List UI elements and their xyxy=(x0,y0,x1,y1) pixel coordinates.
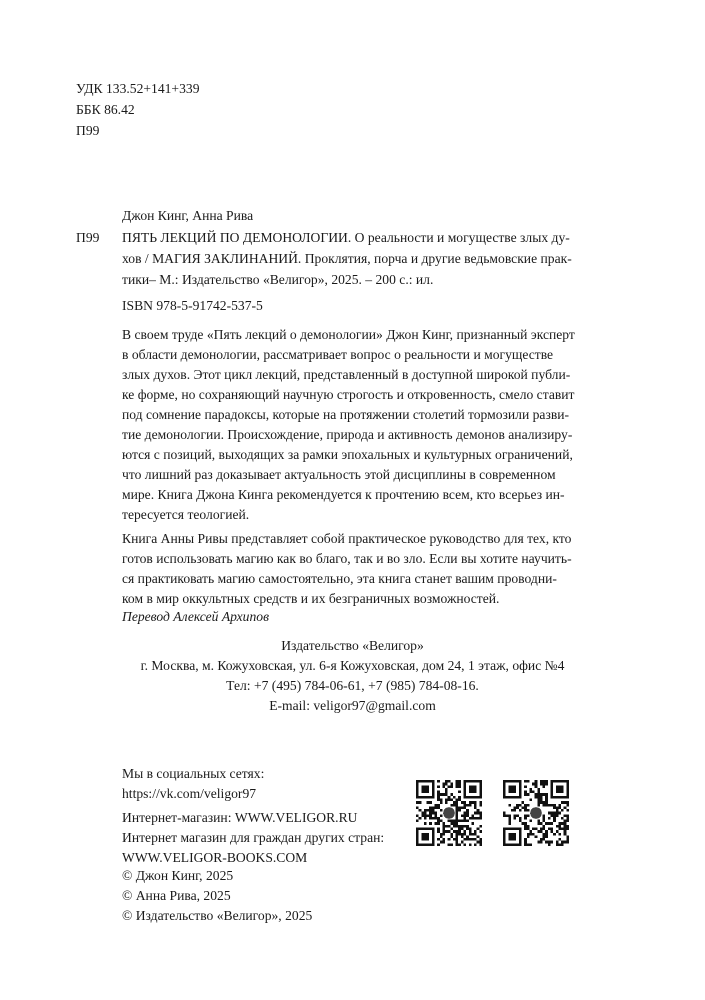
publisher-email: E-mail: veligor97@gmail.com xyxy=(269,698,436,713)
annotation-paragraph-1 xyxy=(122,325,629,525)
copyright-block xyxy=(122,866,312,926)
paragraph-line: ке форме, но сохраняющий научную строгость и откровенность, смело ставит xyxy=(122,387,575,402)
social-heading: Мы в социальных сетях: xyxy=(122,766,265,781)
paragraph-line: тие демонологии. Происхождение, природа и активность демонов анализиру- xyxy=(122,427,573,442)
shop-link[interactable]: Интернет-магазин: WWW.VELIGOR.RU xyxy=(122,810,358,825)
paragraph-line: ком в мир оккультных средств и их безграничных возможностей. xyxy=(122,591,500,606)
paragraph-line: под сомнение парадоксы, которые на протяжении столетий тормозили разви- xyxy=(122,407,570,422)
paragraph-line: Книга Анны Ривы представляет собой практическое руководство для тех, кто xyxy=(122,531,572,546)
intl-shop-link[interactable]: WWW.VELIGOR-BOOKS.COM xyxy=(122,850,308,865)
record-title-line-1: ПЯТЬ ЛЕКЦИЙ ПО ДЕМОНОЛОГИИ. О реальности и могуществе злых ду- xyxy=(122,230,570,245)
record-title-line-2: хов / МАГИЯ ЗАКЛИНАНИЙ. Проклятия, порча и другие ведьмовские прак- xyxy=(122,251,572,266)
isbn: ISBN 978-5-91742-537-5 xyxy=(122,298,263,313)
bbk-code: ББК 86.42 xyxy=(76,102,135,117)
translator: Перевод Алексей Архипов xyxy=(122,609,269,624)
paragraph-line: в области демонологии, рассматривает вопрос о реальности и могуществе xyxy=(122,347,554,362)
intl-shop-label: Интернет магазин для граждан других стран: xyxy=(122,830,385,845)
paragraph-line: готов использовать магию как во благо, так и во зло. Если вы хотите научить- xyxy=(122,551,572,566)
authors: Джон Кинг, Анна Рива xyxy=(122,208,254,223)
record-author-mark: П99 xyxy=(76,230,100,245)
publisher-name: Издательство «Велигор» xyxy=(281,638,424,653)
paragraph-line: что лишний раз доказывает актуальность этой дисциплины в современном xyxy=(122,467,556,482)
record-title-line-3: тики– М.: Издательство «Велигор», 2025. – 200 с.: ил. xyxy=(122,272,434,287)
copyright-line: © Джон Кинг, 2025 xyxy=(122,868,234,883)
paragraph-line: злых духов. Этот цикл лекций, представленный в доступной широкой публи- xyxy=(122,367,571,382)
copyright-line: © Издательство «Велигор», 2025 xyxy=(122,908,313,923)
udk-code: УДК 133.52+141+339 xyxy=(76,81,200,96)
qr-code-vk xyxy=(416,780,482,846)
vk-link[interactable]: https://vk.com/veligor97 xyxy=(122,786,257,801)
paragraph-line: тересуется теологией. xyxy=(122,507,250,522)
paragraph-line: ся практиковать магию самостоятельно, эта книга станет вашим проводни- xyxy=(122,571,557,586)
publisher-phone: Тел: +7 (495) 784-06-61, +7 (985) 784-08-16. xyxy=(226,678,479,693)
qr-code-shop xyxy=(503,780,569,846)
social-block xyxy=(122,764,384,868)
publisher-address: г. Москва, м. Кожуховская, ул. 6-я Кожуховская, дом 24, 1 этаж, офис №4 xyxy=(140,658,565,673)
paragraph-line: В своем труде «Пять лекций о демонологии» Джон Кинг, признанный эксперт xyxy=(122,327,575,342)
annotation-paragraph-2 xyxy=(122,529,629,609)
copyright-line: © Анна Рива, 2025 xyxy=(122,888,231,903)
publisher-block xyxy=(80,636,625,716)
paragraph-line: ются с позиций, выходящих за рамки эпохальных и культурных ограничений, xyxy=(122,447,573,462)
author-mark: П99 xyxy=(76,123,100,138)
paragraph-line: мире. Книга Джона Кинга рекомендуется к прочтению всем, кто всерьез ин- xyxy=(122,487,565,502)
